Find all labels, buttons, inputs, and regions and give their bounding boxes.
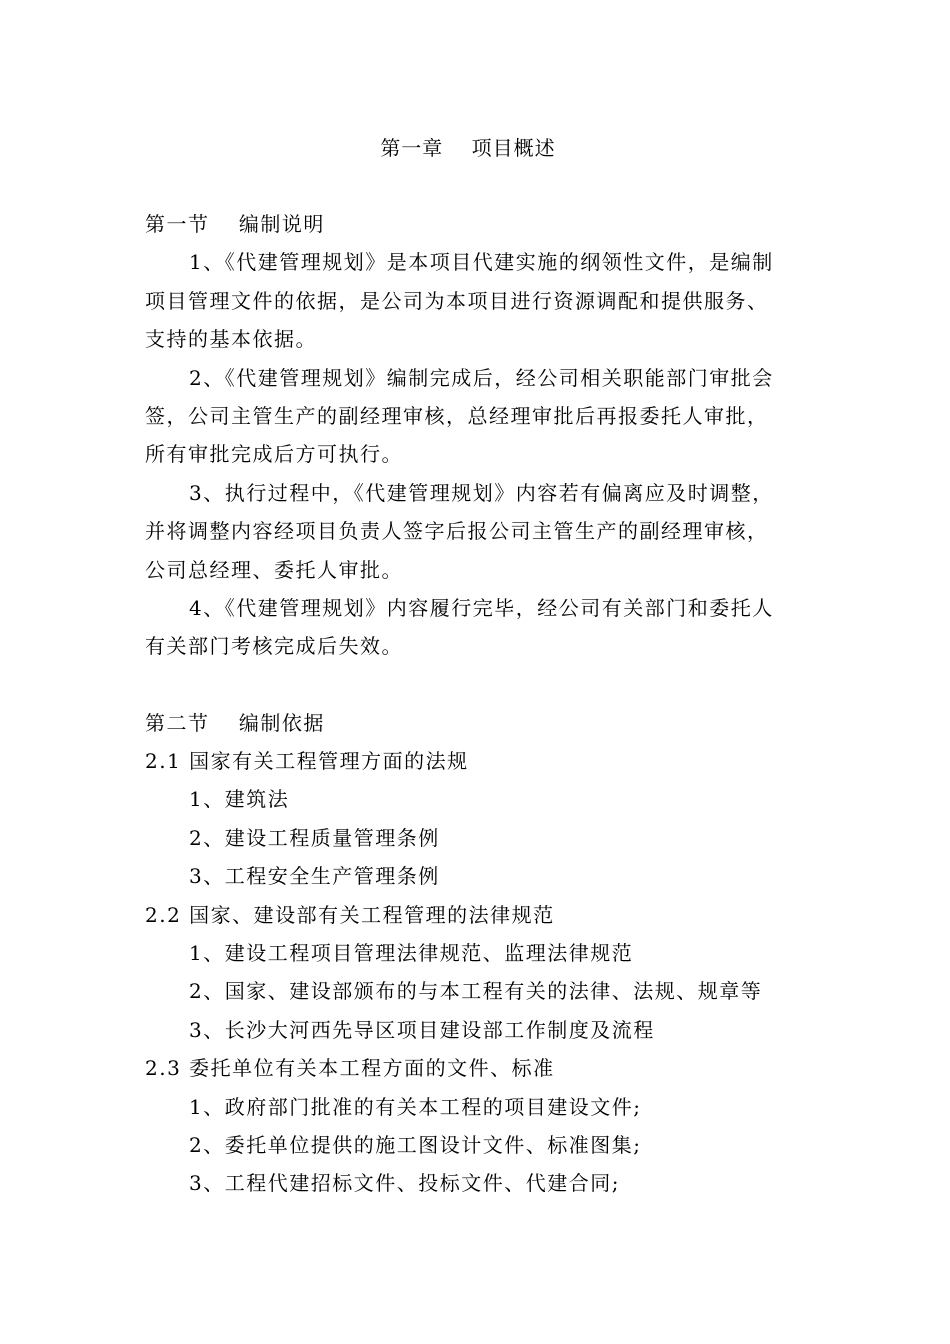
list-item: 1、政府部门批准的有关本工程的项目建设文件; xyxy=(189,1094,642,1119)
section-spacer xyxy=(145,666,815,704)
section-heading-1: 第一节 编制说明 xyxy=(145,212,325,236)
list-item: 3、工程安全生产管理条例 xyxy=(189,864,440,889)
section-heading-2: 第二节 编制依据 xyxy=(145,710,325,735)
group-title-2-1: 2.1 国家有关工程管理方面的法规 xyxy=(145,749,469,774)
list-item: 3、工程代建招标文件、投标文件、代建合同; xyxy=(189,1171,620,1196)
paragraph-3-line-2: 并将调整内容经项目负责人签字后报公司主管生产的副经理审核， xyxy=(145,519,769,544)
document-body xyxy=(145,205,815,1203)
group-title-2-3: 2.3 委托单位有关本工程方面的文件、标准 xyxy=(145,1056,555,1081)
paragraph-4-line-2: 有关部门考核完成后失效。 xyxy=(145,634,403,659)
paragraph-1-line-1: 1、《代建管理规划》是本项目代建实施的纲领性文件，是编制 xyxy=(189,250,774,275)
group-title-2-2: 2.2 国家、建设部有关工程管理的法律规范 xyxy=(145,902,555,927)
paragraph-3-line-1: 3、执行过程中，《代建管理规划》内容若有偏离应及时调整， xyxy=(189,480,774,505)
list-item: 2、委托单位提供的施工图设计文件、标准图集; xyxy=(189,1132,642,1157)
list-item: 2、国家、建设部颁布的与本工程有关的法律、法规、规章等 xyxy=(189,979,763,1004)
list-item: 3、长沙大河西先导区项目建设部工作制度及流程 xyxy=(189,1017,655,1042)
chapter-title: 第一章 项目概述 xyxy=(380,136,556,160)
paragraph-2-line-3: 所有审批完成后方可执行。 xyxy=(145,442,403,467)
list-item: 1、建设工程项目管理法律规范、监理法律规范 xyxy=(189,941,634,966)
paragraph-2-line-2: 签，公司主管生产的副经理审核，总经理审批后再报委托人审批， xyxy=(145,403,769,428)
paragraph-3-line-3: 公司总经理、委托人审批。 xyxy=(145,557,403,582)
paragraph-1-line-3: 支持的基本依据。 xyxy=(145,327,317,352)
paragraph-4-line-1: 4、《代建管理规划》内容履行完毕，经公司有关部门和委托人 xyxy=(189,595,774,620)
list-item: 2、建设工程质量管理条例 xyxy=(189,825,440,850)
paragraph-2-line-1: 2、《代建管理规划》编制完成后，经公司相关职能部门审批会 xyxy=(189,365,774,390)
paragraph-1-line-2: 项目管理文件的依据，是公司为本项目进行资源调配和提供服务、 xyxy=(145,288,769,313)
list-item: 1、建筑法 xyxy=(189,787,290,812)
